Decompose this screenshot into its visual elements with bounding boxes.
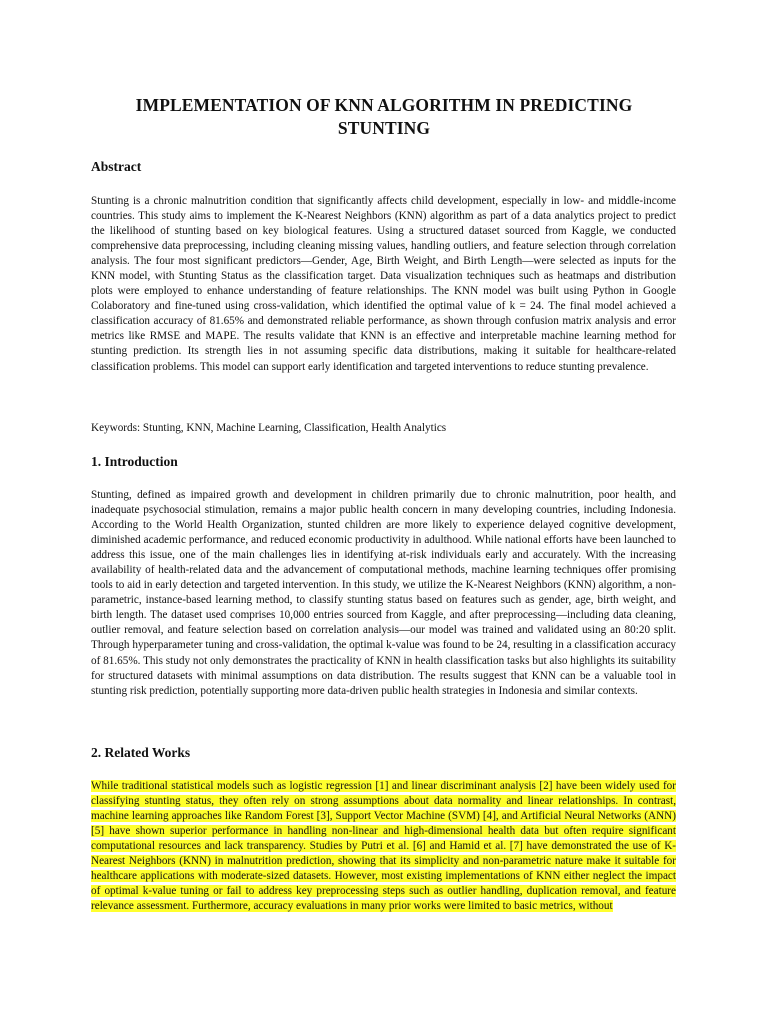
related-works-heading: 2. Related Works: [91, 745, 191, 760]
keywords-line: Keywords: Stunting, KNN, Machine Learning, Classification, Health Analytics: [91, 422, 447, 434]
introduction-heading: 1. Introduction: [91, 454, 178, 469]
abstract-heading: Abstract: [91, 159, 142, 174]
related-works-paragraph: [91, 779, 676, 914]
introduction-paragraph: Stunting, defined as impaired growth and development in children primarily due to chronic malnutrition, poor health, and inadequate psychosocial stimulation, remains a major public health concern in many developing countries, including Indonesia. According to the World Health Organization, stunted children are more likely to experience delayed cognitive development, diminished academic performance, and reduced economic productivity in adulthood. While national efforts have been launched to address this issue, one of the main challenges lies in identifying at-risk individuals early and accurately. With the increasing availability of health-related data and the advancement of computational methods, machine learning techniques offer promising tools to aid in early detection and targeted intervention. In this study, we utilize the K-Nearest Neighbors (KNN) algorithm, a non-parametric, instance-based learning method, to classify stunting status based on features such as gender, age, birth weight, and birth length. The dataset used comprises 10,000 entries sourced from Kaggle, and after preprocessing—including data cleaning, outlier removal, and feature selection based on correlation analysis—our model was trained and validated using an 80:20 split. Through hyperparameter tuning and cross-validation, the optimal k-value was found to be 24, resulting in a classification accuracy of 81.65%. This study not only demonstrates the practicality of KNN in health classification tasks but also highlights its suitability for structured datasets with minimal assumptions on data distribution. The results suggest that KNN can be a valuable tool in stunting risk prediction, potentially supporting more data-driven public health strategies in Indonesia and similar contexts.: [91, 489, 676, 697]
paper-title: IMPLEMENTATION OF KNN ALGORITHM IN PREDICTING STUNTING: [135, 95, 633, 138]
highlighted-text: While traditional statistical models such as logistic regression [1] and linear discriminant analysis [2] have been widely used for classifying stunting status, they often rely on strong assumptions about data normality and linear relationships. In contrast, machine learning approaches like Random Forest [3], Support Vector Machine (SVM) [4], and Artificial Neural Networks (ANN) [5] have shown superior performance in handling non-linear and high-dimensional health data but often require significant computational resources and lack transparency. Studies by Putri et al. [6] and Hamid et al. [7] have demonstrated the use of K-Nearest Neighbors (KNN) in malnutrition prediction, showing that its simplicity and non-parametric nature make it suitable for healthcare applications with moderate-sized datasets. However, most existing implementations of KNN either neglect the impact of optimal k-value tuning or fail to address key preprocessing steps such as outlier handling, duplication removal, and feature relevance assessment. Furthermore, accuracy evaluations in many prior works were limited to basic metrics, without: [91, 780, 676, 913]
abstract-paragraph: Stunting is a chronic malnutrition condition that significantly affects child development, especially in low- and middle-income countries. This study aims to implement the K-Nearest Neighbors (KNN) algorithm as part of a data analytics project to predict the likelihood of stunting based on key biological features. Using a structured dataset sourced from Kaggle, we conducted comprehensive data preprocessing, including cleaning missing values, handling outliers, and feature selection through correlation analysis. The four most significant predictors—Gender, Age, Birth Weight, and Birth Length—were selected as inputs for the KNN model, with Stunting Status as the classification target. Data visualization techniques such as heatmaps and distribution plots were employed to enhance understanding of feature relationships. The KNN model was built using Python in Google Colaboratory and fine-tuned using cross-validation, which identified the optimal value of k = 24. The final model achieved a classification accuracy of 81.65% and demonstrated reliable performance, as shown through confusion matrix analysis and error metrics like RMSE and MAPE. The results validate that KNN is an effective and interpretable machine learning method for stunting prediction. Its strength lies in not assuming specific data distributions, making it suitable for healthcare-related classification problems. This model can support early identification and targeted interventions to reduce stunting prevalence.: [91, 195, 676, 373]
